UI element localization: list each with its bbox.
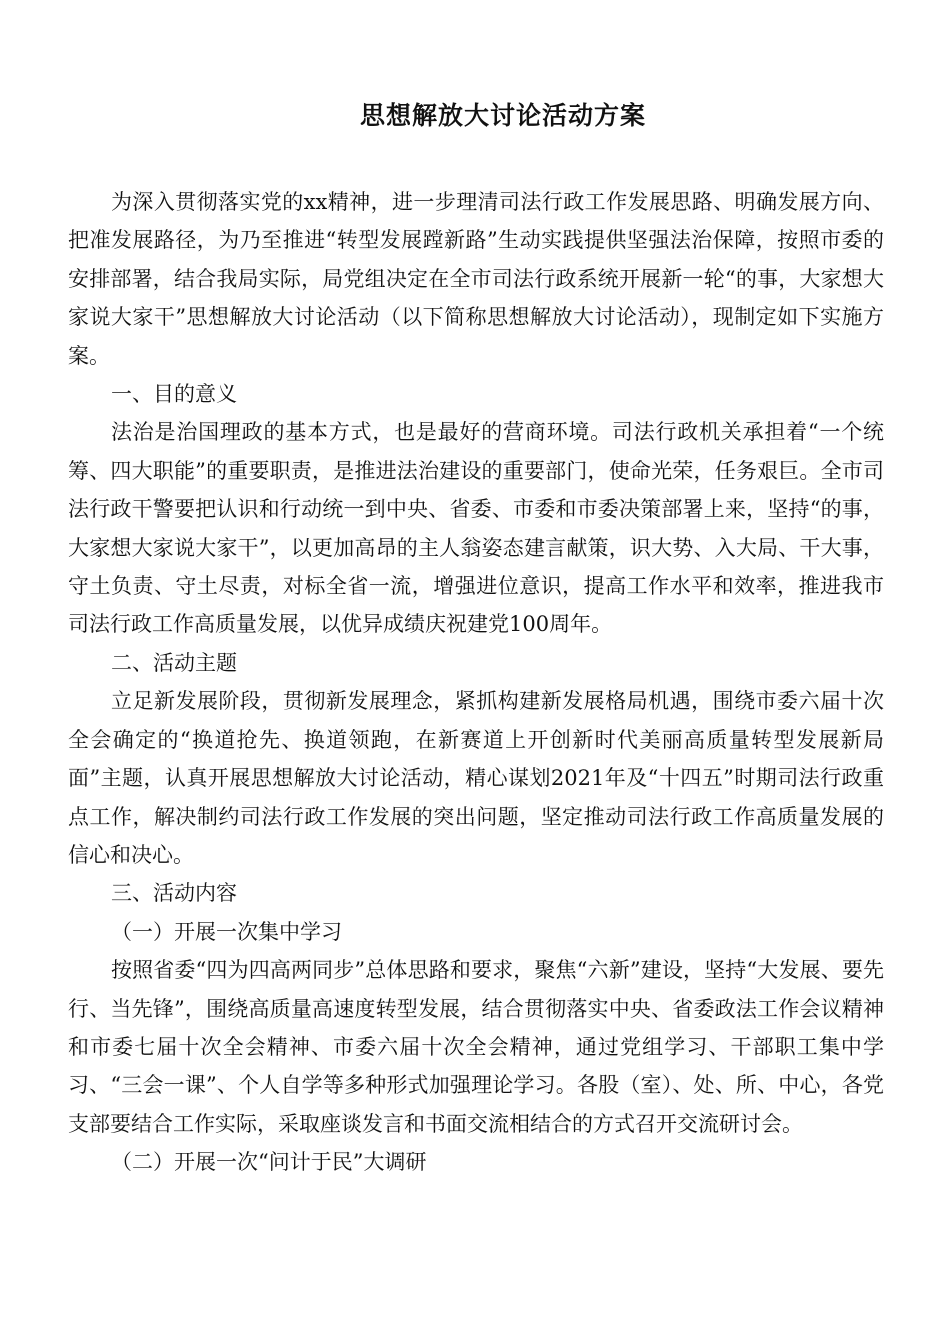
paragraph-purpose: 法治是治国理政的基本方式，也是最好的营商环境。司法行政机关承担着“一个统筹、四大职能”的重要职责，是推进法治建设的重要部门，使命光荣，任务艰巨。全市司法行政干警要把认识和行动统一到中央、省委、市委和市委决策部署上来，坚持“的事，大家想大家说大家干”，以更加高昂的主人翁姿态建言献策，识大势、入大局、干大事，守土负责、守土尽责，对标全省一流，增强进位意识，提高工作水平和效率，推进我市司法行政工作高质量发展，以优异成绩庆祝建党100周年。 [68, 420, 884, 637]
paragraph-study: 按照省委“四为四高两同步”总体思路和要求，聚焦“六新”建设，坚持“大发展、要先行、当先锋”，围绕高质量高速度转型发展，结合贯彻落实中央、省委政法工作会议精神和市委七届十次全会精神、市委六届十次全会精神，通过党组学习、干部职工集中学习、“三会一课”、个人自学等多种形式加强理论学习。各股（室）、处、所、中心，各党支部要结合工作实际，采取座谈发言和书面交流相结合的方式召开交流研讨会。 [68, 958, 884, 1136]
paragraph-theme: 立足新发展阶段，贯彻新发展理念，紧抓构建新发展格局机遇，围绕市委六届十次全会确定的“换道抢先、换道领跑，在新赛道上开创新时代美丽高质量转型发展新局面”主题，认真开展思想解放大讨论活动，精心谋划2021年及“十四五”时期司法行政重点工作，解决制约司法行政工作发展的突出问题，坚定推动司法行政工作高质量发展的信心和决心。 [68, 689, 884, 867]
document-body [68, 183, 884, 1182]
document-title: 思想解放大讨论活动方案 [359, 101, 646, 130]
paragraph-intro: 为深入贯彻落实党的xx精神，进一步理清司法行政工作发展思路、明确发展方向、把准发展路径，为乃至推进“转型发展蹚新路”生动实践提供坚强法治保障，按照市委的安排部署，结合我局实际，局党组决定在全市司法行政系统开展新一轮“的事，大家想大家说大家干”思想解放大讨论活动（以下简称思想解放大讨论活动），现制定如下实施方案。 [68, 190, 884, 368]
section-heading-purpose: 一、目的意义 [111, 382, 237, 407]
subsection-heading-survey: （二）开展一次“问计于民”大调研 [111, 1150, 427, 1175]
section-heading-content: 三、活动内容 [111, 881, 237, 906]
subsection-heading-study: （一）开展一次集中学习 [111, 919, 342, 944]
section-heading-theme: 二、活动主题 [111, 650, 237, 675]
